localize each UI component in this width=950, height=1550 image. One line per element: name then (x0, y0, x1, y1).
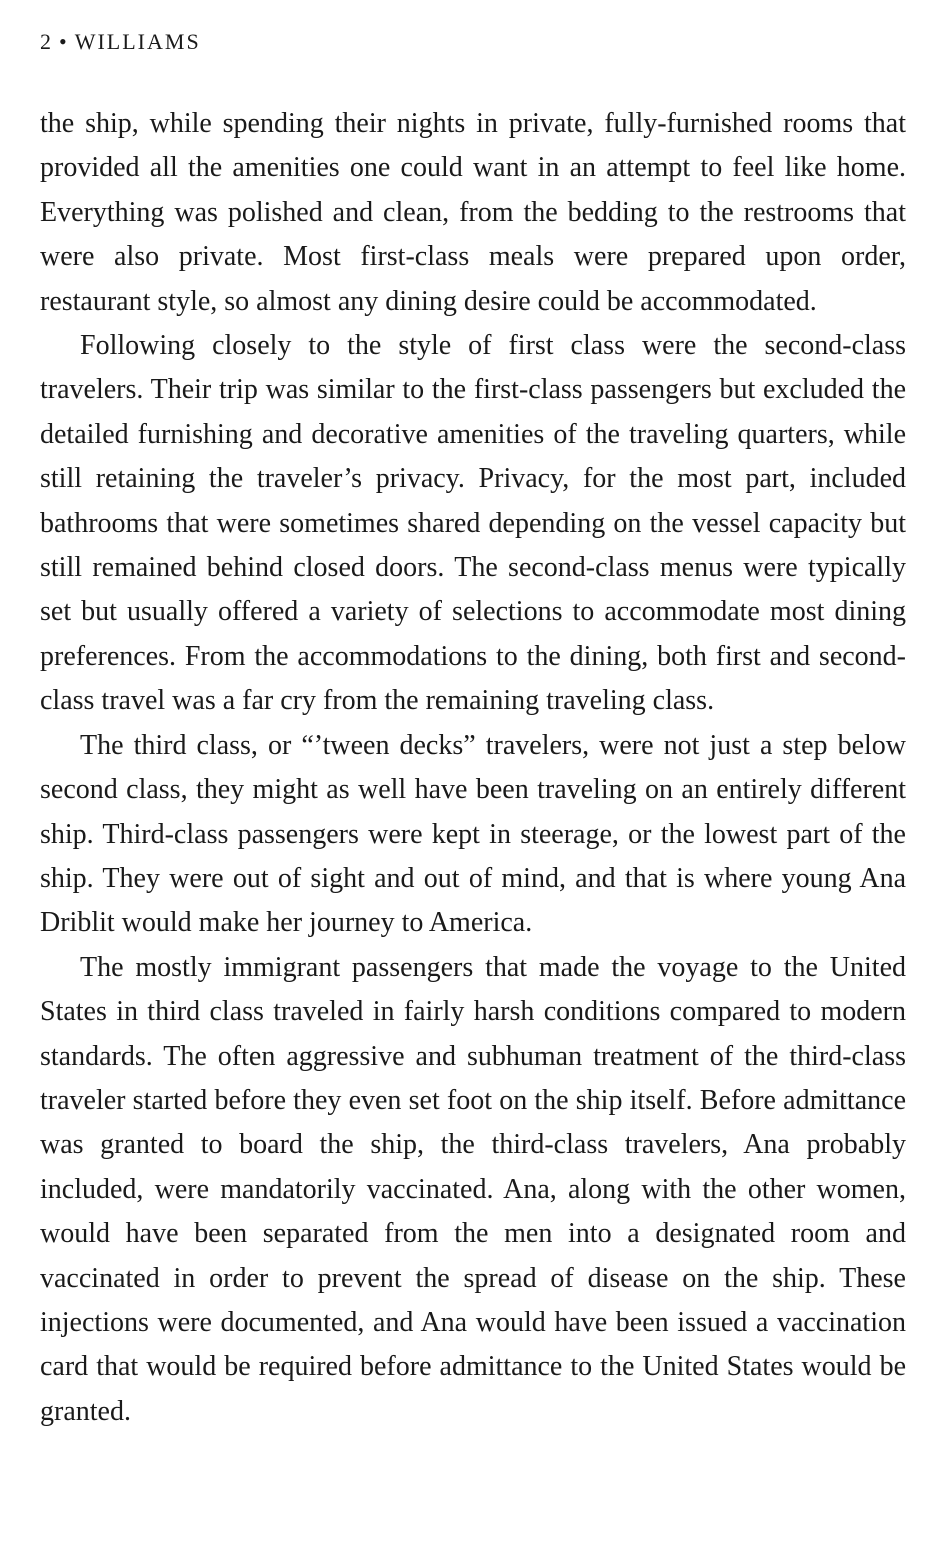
paragraph: the ship, while spending their nights in private, fully-furnished rooms that provided all the amenities one could want in an attempt to feel like home. Everything was polished and clean, from the bedding to the restrooms that were also private. Most first-class meals were prepared upon order, restaurant style, so almost any dining desire could be accommodated. (40, 108, 906, 317)
page-number: 2 (40, 29, 53, 54)
running-header (40, 28, 201, 56)
paragraph: The third class, or “’tween decks” travelers, were not just a step below second class, they might as well have been traveling on an entirely different ship. Third-class passengers were kept in steerage, or the lowest part of the ship. They were out of sight and out of mind, and that is where young Ana Driblit would make her journey to America. (40, 729, 906, 939)
body-text (40, 102, 906, 1434)
header-separator: • (59, 29, 69, 54)
paragraph: Following closely to the style of first class were the second-class travelers. Their trip was similar to the first-class passengers but excluded the detailed furnishing and decorative amenities of the traveling quarters, while still retaining the traveler’s privacy. Privacy, for the most part, included bathrooms that were sometimes shared depending on the vessel capacity but still remained behind closed doors. The second-class menus were typically set but usually offered a variety of selections to accommodate most dining preferences. From the accommodations to the dining, both first and second-class travel was a far cry from the remaining traveling class. (40, 330, 906, 717)
author-name: WILLIAMS (74, 29, 201, 54)
paragraph: The mostly immigrant passengers that made the voyage to the United States in third class traveled in fairly harsh conditions compared to modern standards. The often aggressive and subhuman treatment of the third-class traveler started before they even set foot on the ship itself. Before admittance was granted to board the ship, the third-class travelers, Ana probably included, were mandatorily vaccinated. Ana, along with the other women, would have been separated from the men into a designated room and vaccinated in order to prevent the spread of disease on the ship. These injections were documented, and Ana would have been issued a vaccination card that would be required before admittance to the United States would be granted. (40, 951, 906, 1427)
